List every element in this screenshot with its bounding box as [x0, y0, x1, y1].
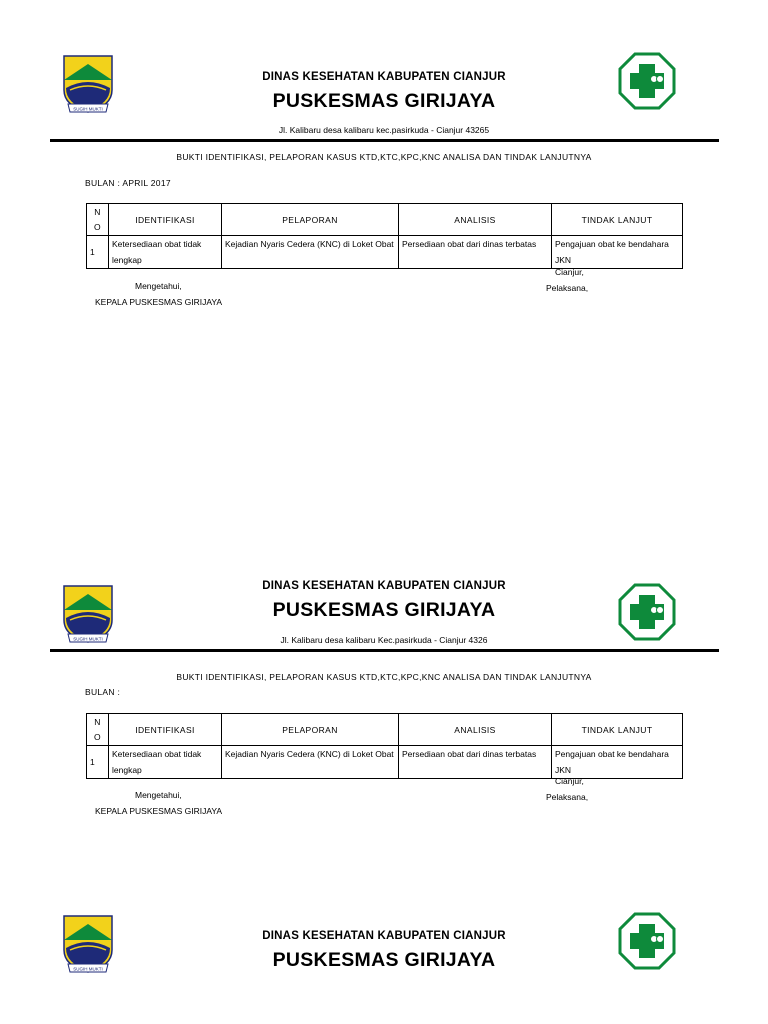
address: Jl. Kalibaru desa kalibaru Kec.pasirkuda - Cianjur 4326 — [280, 635, 488, 645]
cell-identifikasi: Ketersediaan obat tidak lengkap — [109, 746, 222, 779]
head-title: KEPALA PUSKESMAS GIRIJAYA — [95, 806, 223, 816]
cell-identifikasi: Ketersediaan obat tidak lengkap — [109, 236, 222, 269]
report-table — [86, 203, 683, 269]
office-name: DINAS KESEHATAN KABUPATEN CIANJUR — [262, 71, 506, 83]
city-label: Cianjur, — [555, 776, 584, 786]
cell-no: 1 — [87, 746, 109, 779]
header-tindak-lanjut: TINDAK LANJUT — [552, 714, 683, 746]
executor-label: Pelaksana, — [546, 283, 589, 293]
header-tindak-lanjut: TINDAK LANJUT — [552, 204, 683, 236]
cell-pelaporan: Kejadian Nyaris Cedera (KNC) di Loket Obat — [222, 746, 399, 779]
cell-pelaporan: Kejadian Nyaris Cedera (KNC) di Loket Obat — [222, 236, 399, 269]
month-label: BULAN : — [85, 687, 121, 697]
header-pelaporan: PELAPORAN — [222, 204, 399, 236]
month-label: BULAN : APRIL 2017 — [85, 178, 171, 188]
city-label: Cianjur, — [555, 267, 584, 277]
executor-label: Pelaksana, — [546, 792, 589, 802]
cell-no: 1 — [87, 236, 109, 269]
document-title: BUKTI IDENTIFIKASI, PELAPORAN KASUS KTD,KTC,KPC,KNC ANALISA DAN TINDAK LANJUTNYA — [176, 672, 592, 682]
acknowledged-label: Mengetahui, — [135, 281, 182, 291]
table-header-row — [87, 714, 683, 746]
cell-analisis: Persediaan obat dari dinas terbatas — [399, 236, 552, 269]
header-analisis: ANALISIS — [399, 714, 552, 746]
header-pelaporan: PELAPORAN — [222, 714, 399, 746]
emblem-motto: SUGIH MUKTI — [73, 106, 103, 112]
office-name: DINAS KESEHATAN KABUPATEN CIANJUR — [262, 580, 506, 592]
cell-tindak-lanjut: Pengajuan obat ke bendahara JKN — [552, 746, 683, 779]
puskesmas-logo-icon — [618, 52, 676, 110]
header-rule — [50, 139, 719, 142]
header-no: N O — [87, 204, 109, 236]
table-row — [87, 746, 683, 779]
header-identifikasi: IDENTIFIKASI — [109, 204, 222, 236]
cell-analisis: Persediaan obat dari dinas terbatas — [399, 746, 552, 779]
center-name: PUSKESMAS GIRIJAYA — [272, 949, 496, 971]
emblem-motto: SUGIH MUKTI — [73, 966, 103, 972]
cell-tindak-lanjut: Pengajuan obat ke bendahara JKN — [552, 236, 683, 269]
header-analisis: ANALISIS — [399, 204, 552, 236]
head-title: KEPALA PUSKESMAS GIRIJAYA — [95, 297, 223, 307]
table-row — [87, 236, 683, 269]
puskesmas-logo-icon — [618, 912, 676, 970]
emblem-motto: SUGIH MUKTI — [73, 636, 103, 642]
address: Jl. Kalibaru desa kalibaru kec.pasirkuda - Cianjur 43265 — [278, 125, 490, 135]
report-table — [86, 713, 683, 779]
acknowledged-label: Mengetahui, — [135, 790, 182, 800]
document-title: BUKTI IDENTIFIKASI, PELAPORAN KASUS KTD,KTC,KPC,KNC ANALISA DAN TINDAK LANJUTNYA — [176, 152, 592, 162]
header-rule — [50, 649, 719, 652]
puskesmas-logo-icon — [618, 583, 676, 641]
header-identifikasi: IDENTIFIKASI — [109, 714, 222, 746]
header-no: N O — [87, 714, 109, 746]
table-header-row — [87, 204, 683, 236]
office-name: DINAS KESEHATAN KABUPATEN CIANJUR — [262, 930, 506, 942]
center-name: PUSKESMAS GIRIJAYA — [272, 90, 496, 112]
center-name: PUSKESMAS GIRIJAYA — [272, 599, 496, 621]
